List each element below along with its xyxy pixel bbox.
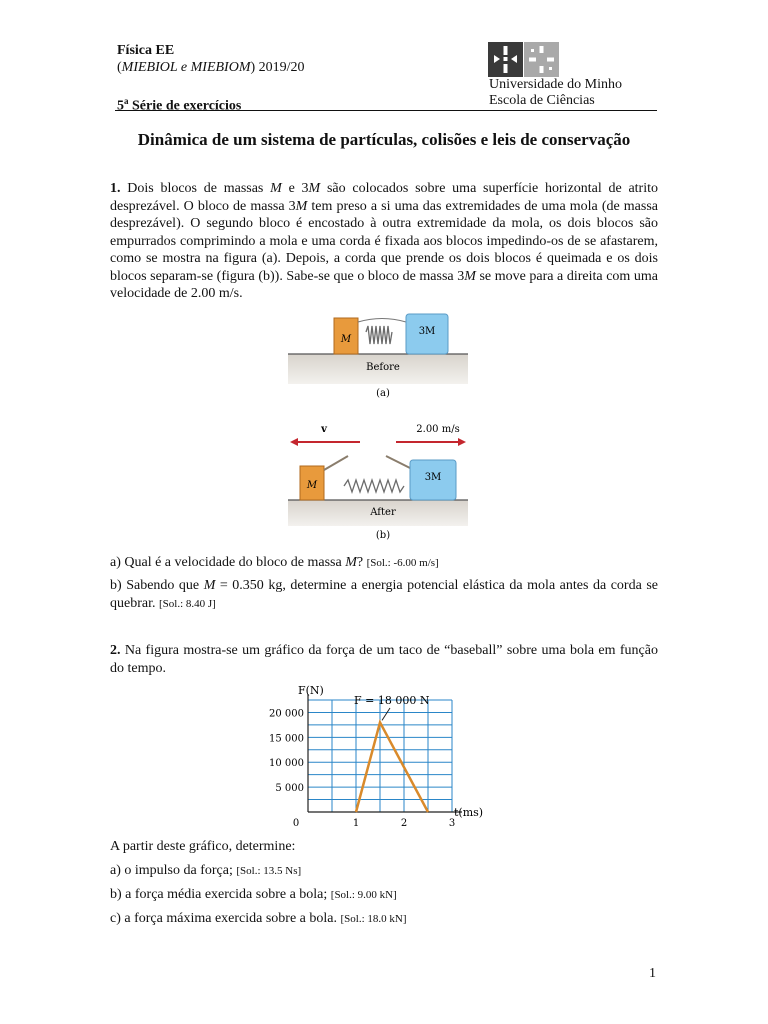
problem-2-question-b: b) a força média exercida sobre a bola; [Sol.: 9.00 kN] <box>110 887 397 902</box>
solution-1a: [Sol.: -6.00 m/s] <box>366 557 439 569</box>
solution-2a: [Sol.: 13.5 Ns] <box>236 865 302 877</box>
spring-relaxed <box>344 480 404 492</box>
institution <box>489 77 622 109</box>
problem-2-statement: 2. Na figura mostra-se um gráfico da força de um taco de “baseball” sobre uma bola em função do tempo. <box>110 643 658 676</box>
programs: MIEBIOL e MIEBIOM <box>121 60 251 75</box>
y-tick-label: 5 000 <box>275 783 304 795</box>
velocity-label: v <box>321 424 327 435</box>
block-3m-label: 3M <box>424 472 442 483</box>
rope <box>358 319 406 323</box>
force-series-line <box>356 722 428 812</box>
rope-burnt-left <box>324 456 348 470</box>
problem-1-question-b: b) Sabendo que M = 0.350 kg, determine a energia potencial elástica da mola antes da corda se quebrar. [Sol.: 8.40 J] <box>110 578 659 611</box>
series-title: 5$^a$ Série de exercícios <box>117 96 242 114</box>
x-tick-label: 1 <box>352 818 360 829</box>
block-m-label: M <box>340 334 352 345</box>
page-number: 1 <box>649 966 656 981</box>
peak-annotation: F = 18 000 N <box>354 694 430 707</box>
after-label: After <box>370 507 396 518</box>
school-name: Escola de Ciências <box>489 93 595 108</box>
header-divider <box>115 110 657 111</box>
problem-1-statement: 1. Dois blocos de massas M e 3M são colocados sobre uma superfície horizontal de atrito desprezável. O bloco de massa 3M tem preso a si uma das extremidades de uma mola (de massa desprezável). O segundo bloco é encostado à outra extremidade da mola, os dois blocos são empurrados comprimindo a mola e uma corda é fixada aos blocos impedindo-os de se afastarem, como se mostra na figura (a). Depois, a corda que prende os dois blocos é queimada e os dois blocos separam-se (figura (b)). Sabe-se que o bloco de massa 3M se move para a direita com uma velocidade de 2.00 m/s. <box>110 181 658 301</box>
spring-compressed <box>366 326 392 344</box>
block-3m-label: 3M <box>418 326 436 337</box>
force-time-chart <box>262 680 504 830</box>
solution-1b: [Sol.: 8.40 J] <box>158 597 216 610</box>
x-tick-label: 3 <box>448 818 456 829</box>
before-label: Before <box>366 362 400 373</box>
problem-1-question-a: a) Qual é a velocidade do bloco de massa M? [Sol.: -6.00 m/s] <box>110 555 439 570</box>
university-logo <box>488 42 559 77</box>
y-tick-label: 10 000 <box>269 758 304 770</box>
block-m-label: M <box>306 480 318 491</box>
x-axis-label: t(ms) <box>454 806 484 819</box>
y-axis-label: F(N) <box>298 684 324 697</box>
y-tick-label: 20 000 <box>269 708 304 720</box>
x-tick-label: 0 <box>292 818 300 829</box>
solution-2c: [Sol.: 18.0 kN] <box>340 913 407 925</box>
figure-a-label: (a) <box>376 388 390 399</box>
page-title: Dinâmica de um sistema de partículas, colisões e leis de conservação <box>137 130 631 149</box>
chart-grid <box>308 700 452 812</box>
course-title: Física EE <box>117 43 175 58</box>
figure-after <box>288 420 468 544</box>
figure-b-label: (b) <box>375 530 391 541</box>
problem-2-intro: A partir deste gráfico, determine: <box>110 839 296 854</box>
peak-annotation-arrow <box>382 708 390 720</box>
solution-2b: [Sol.: 9.00 kN] <box>330 889 397 901</box>
problem-2-question-a: a) o impulso da força; [Sol.: 13.5 Ns] <box>110 863 302 878</box>
course-header <box>117 42 305 114</box>
problem-2-question-c: c) a força máxima exercida sobre a bola. [Sol.: 18.0 kN] <box>110 911 407 926</box>
academic-year: 2019/20 <box>258 60 305 75</box>
y-tick-label: 15 000 <box>269 733 304 745</box>
rope-burnt-right <box>386 456 410 468</box>
university-name: Universidade do Minho <box>489 77 622 92</box>
figure-before <box>288 310 468 402</box>
programs-line: (MIEBIOL e MIEBIOM) 2019/20 <box>117 60 305 75</box>
chart-axes <box>308 694 462 812</box>
x-tick-label: 2 <box>400 818 408 829</box>
speed-label: 2.00 m/s <box>416 424 460 435</box>
